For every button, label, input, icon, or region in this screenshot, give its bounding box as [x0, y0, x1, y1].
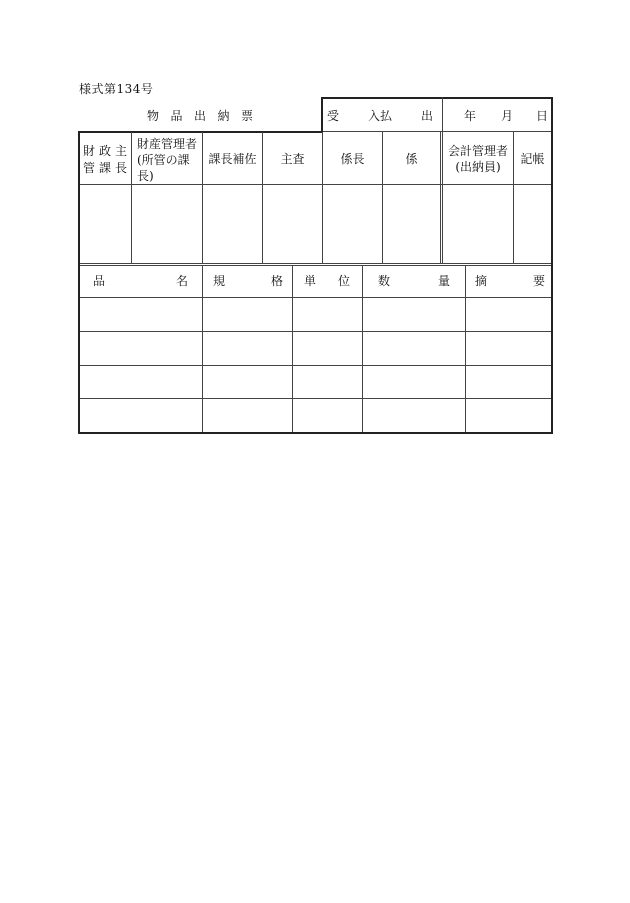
- receipt-label-inpay: 入払: [368, 109, 393, 123]
- items-row-line: [79, 398, 553, 399]
- label-char: 管: [83, 161, 96, 175]
- form-number: 様式第134号: [79, 82, 154, 96]
- finance-head-label: [83, 144, 129, 176]
- date-month-label: 月: [501, 109, 514, 123]
- accounting-manager-line1: 会計管理者: [447, 144, 508, 158]
- bookkeeping-label: 記帳: [520, 152, 545, 166]
- title-char: 物: [147, 109, 160, 123]
- header-char: 数: [378, 274, 391, 288]
- items-top-line: [79, 265, 553, 266]
- receipt-bottom-line: [322, 131, 553, 132]
- items-row-line: [79, 331, 553, 332]
- title-char: 品: [170, 109, 183, 123]
- items-header-line: [79, 297, 553, 298]
- header-remarks: [475, 274, 545, 289]
- property-manager-line1: 財産管理者: [137, 137, 198, 151]
- header-char: 位: [337, 274, 350, 288]
- header-char: 規: [213, 274, 226, 288]
- header-char: 格: [270, 274, 283, 288]
- top-border-line: [321, 97, 553, 99]
- header-quantity: [378, 274, 450, 289]
- header-char: 単: [304, 274, 317, 288]
- items-col-divider: [202, 265, 203, 432]
- date-day-label: 日: [536, 109, 549, 123]
- chief-inspector-label: 主査: [280, 152, 305, 166]
- right-border-line: [551, 97, 553, 434]
- deputy-chief-label: 課長補佐: [208, 152, 257, 166]
- receipt-date-divider: [442, 97, 443, 132]
- title-char: 納: [217, 109, 230, 123]
- approval-divider: [131, 132, 132, 263]
- header-char: 品: [93, 274, 106, 288]
- items-col-divider: [362, 265, 363, 432]
- bottom-border-line: [78, 432, 553, 434]
- date-year-label: 年: [464, 109, 477, 123]
- header-item-name: [93, 274, 188, 289]
- items-col-divider: [292, 265, 293, 432]
- title-bottom-line: [78, 131, 322, 133]
- label-char: 政: [98, 144, 111, 158]
- approval-bottom-line: [79, 263, 553, 264]
- items-row-line: [79, 365, 553, 366]
- header-char: 名: [175, 274, 188, 288]
- label-char: 主: [114, 144, 127, 158]
- property-manager-line2: (所管の課: [137, 153, 190, 167]
- items-col-divider: [465, 265, 466, 432]
- title-char: 票: [240, 109, 253, 123]
- header-char: 要: [532, 274, 545, 288]
- staff-label: 係: [405, 152, 418, 166]
- slip-title: [147, 109, 253, 124]
- label-char: 長: [114, 161, 127, 175]
- label-char: 財: [83, 144, 96, 158]
- header-unit: [304, 274, 350, 289]
- receipt-label-out: 出: [421, 109, 434, 123]
- approval-divider: [440, 132, 441, 263]
- approval-header-line: [79, 184, 553, 185]
- receipt-label-receive: 受: [327, 109, 340, 123]
- section-head-label: 係長: [340, 152, 365, 166]
- accounting-manager-line2: (出納員): [455, 160, 501, 174]
- header-specification: [213, 274, 283, 289]
- title-right-line: [321, 97, 323, 132]
- title-char: 出: [193, 109, 206, 123]
- header-char: 量: [437, 274, 450, 288]
- property-manager-line3: 長): [137, 169, 154, 183]
- left-border-line: [78, 131, 80, 434]
- header-char: 摘: [475, 274, 488, 288]
- label-char: 課: [98, 161, 111, 175]
